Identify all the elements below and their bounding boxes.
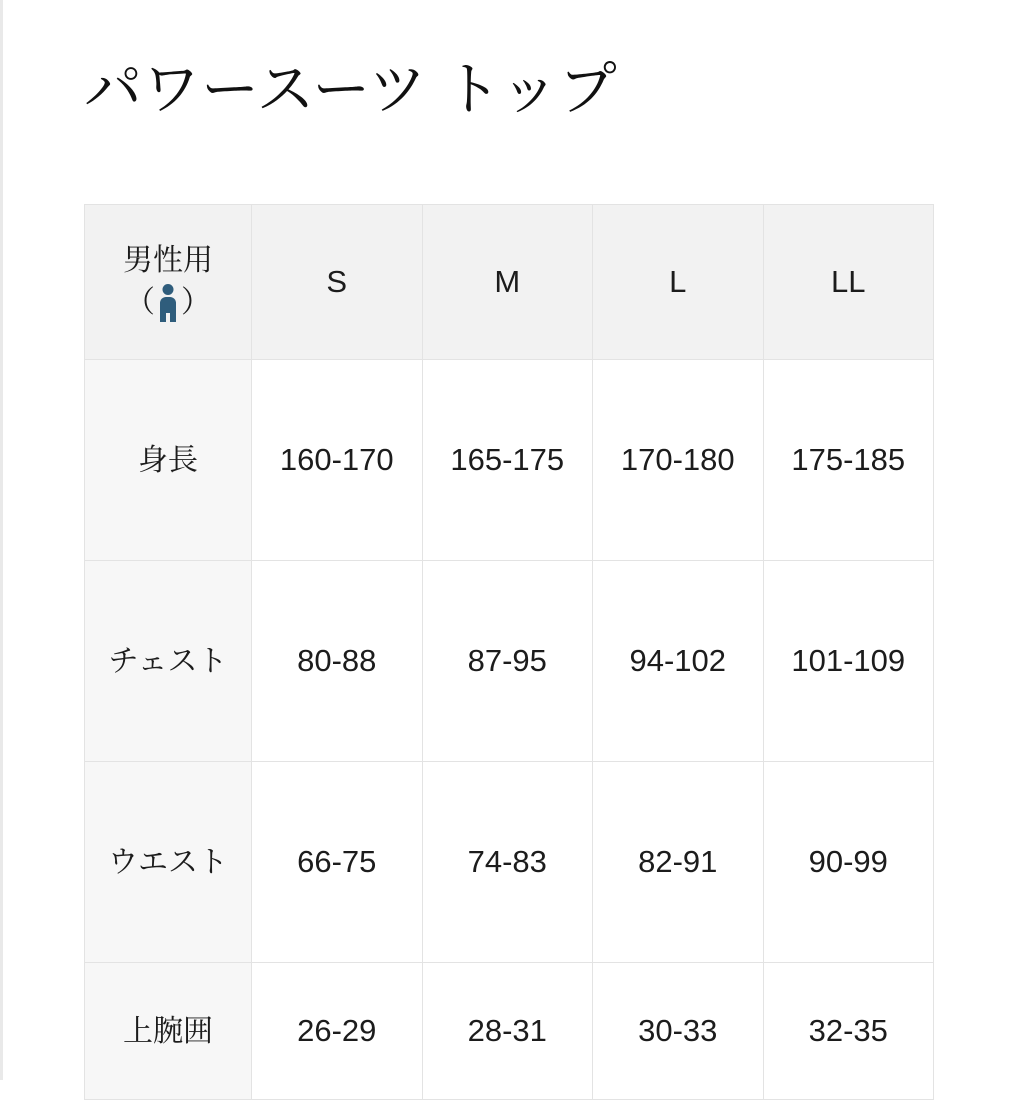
- cell-chest-m: [422, 561, 593, 762]
- cell-upper-arm-ll: [763, 963, 934, 1100]
- cell-upper-arm-l: [593, 963, 764, 1100]
- cell-upper-arm-m: [422, 963, 593, 1100]
- cell-value: 66-75: [297, 843, 377, 879]
- cell-chest-ll: [763, 561, 934, 762]
- cell-value: 26-29: [297, 1012, 377, 1048]
- table-header-row: [85, 205, 934, 360]
- cell-value: 175-185: [791, 441, 906, 477]
- cell-chest-l: [593, 561, 764, 762]
- column-header-ll: LL: [763, 205, 934, 360]
- paren-close: ）: [181, 286, 211, 320]
- cell-height-s: [252, 360, 423, 561]
- cell-value: 87-95: [467, 642, 547, 678]
- cell-value: 74-83: [467, 843, 547, 879]
- row-header-waist: ウエスト: [85, 762, 252, 963]
- cell-value: 165-175: [450, 441, 565, 477]
- male-person-icon: [157, 283, 179, 323]
- page-title: パワースーツ トップ: [84, 57, 618, 122]
- table-row: [85, 561, 934, 762]
- cell-value: 101-109: [791, 642, 906, 678]
- cell-value: 28-31: [467, 1012, 547, 1048]
- cell-waist-s: [252, 762, 423, 963]
- paren-open: （: [125, 286, 155, 320]
- table-row: [85, 963, 934, 1100]
- cell-value: 170-180: [620, 441, 735, 477]
- cell-waist-ll: [763, 762, 934, 963]
- cell-value: 32-35: [808, 1012, 888, 1048]
- cell-height-l: [593, 360, 764, 561]
- cell-chest-s: [252, 561, 423, 762]
- row-header-height: 身長: [85, 360, 252, 561]
- cell-waist-m: [422, 762, 593, 963]
- size-table-container: [84, 204, 934, 1100]
- cell-value: 90-99: [808, 843, 888, 879]
- column-header-l: L: [593, 205, 764, 360]
- cell-value: 82-91: [638, 843, 718, 879]
- table-row: [85, 762, 934, 963]
- cell-waist-l: [593, 762, 764, 963]
- column-header-s: S: [252, 205, 423, 360]
- cell-height-ll: [763, 360, 934, 561]
- cell-value: 30-33: [638, 1012, 718, 1048]
- left-edge-rule: [0, 0, 3, 1080]
- corner-label: 男性用: [123, 243, 213, 277]
- cell-value: 80-88: [297, 642, 377, 678]
- cell-upper-arm-s: [252, 963, 423, 1100]
- size-table-body: [85, 360, 934, 1100]
- size-table: [84, 204, 934, 1100]
- cell-height-m: [422, 360, 593, 561]
- cell-value: 160-170: [279, 441, 394, 477]
- row-header-chest: チェスト: [85, 561, 252, 762]
- size-table-head: [85, 205, 934, 360]
- table-row: [85, 360, 934, 561]
- table-corner-header: [85, 205, 252, 360]
- row-header-upper-arm: 上腕囲: [85, 963, 252, 1100]
- cell-value: 94-102: [629, 642, 727, 678]
- column-header-m: M: [422, 205, 593, 360]
